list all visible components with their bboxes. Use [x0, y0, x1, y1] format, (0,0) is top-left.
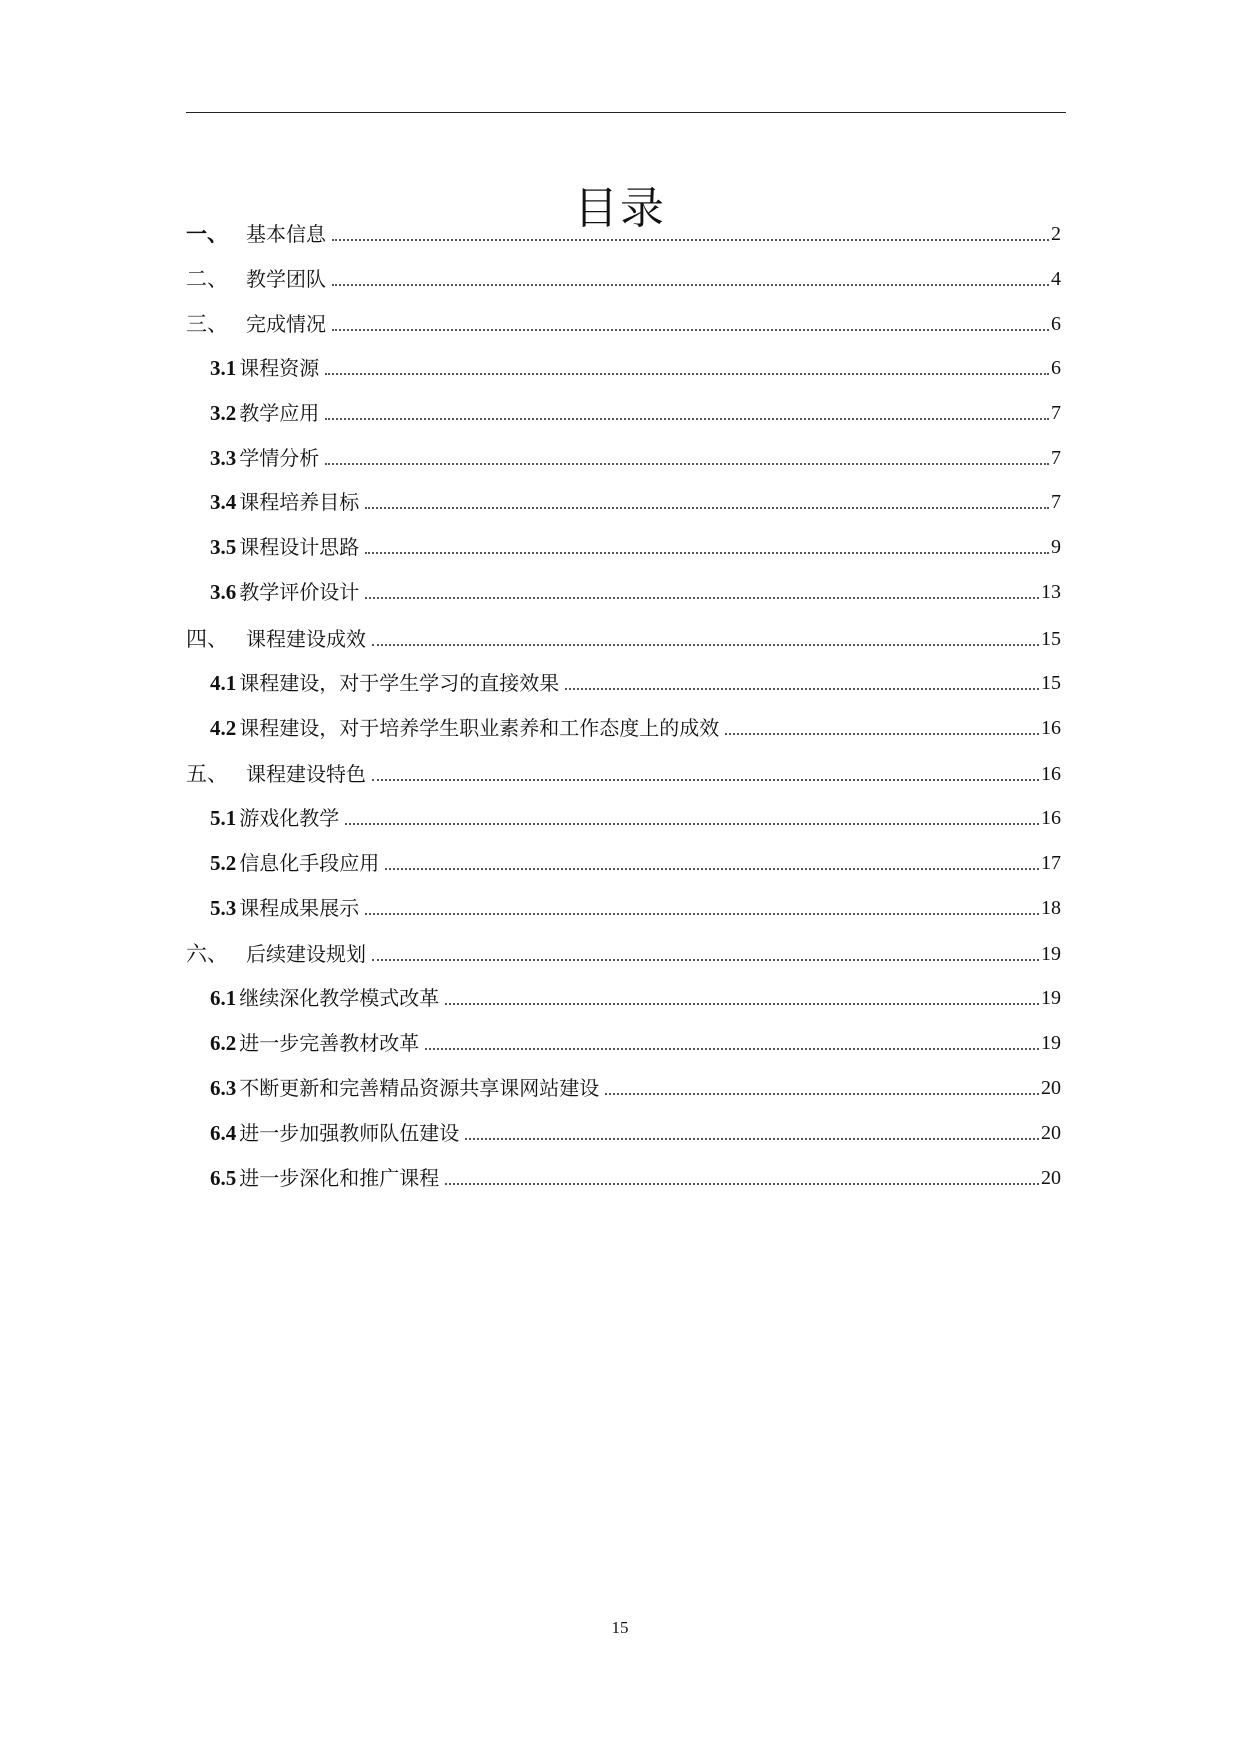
toc-entry-page: 15 — [1041, 628, 1061, 650]
dot-leader — [332, 329, 1049, 331]
toc-entry-page: 19 — [1041, 987, 1061, 1009]
header-rule — [186, 112, 1066, 113]
toc-subentry[interactable] — [186, 1072, 1061, 1102]
dot-leader — [325, 463, 1049, 465]
toc-subentry[interactable] — [186, 531, 1061, 561]
toc-entry-page: 19 — [1041, 1032, 1061, 1054]
toc-subentry[interactable] — [186, 1027, 1061, 1057]
toc-entry-label: 不断更新和完善精品资源共享课网站建设 — [239, 1076, 600, 1100]
toc-entry-label: 教学应用 — [239, 401, 320, 425]
toc-subentry[interactable] — [186, 847, 1061, 877]
toc-subentry[interactable] — [186, 892, 1061, 922]
toc-entry-label: 信息化手段应用 — [239, 851, 380, 875]
toc-entry-page: 7 — [1051, 491, 1061, 513]
toc-entry-page: 18 — [1041, 897, 1061, 919]
dot-leader — [325, 373, 1049, 375]
toc-subentry[interactable] — [186, 576, 1061, 606]
dot-leader — [365, 597, 1039, 599]
toc-entry-label: 课程建设成效 — [246, 627, 366, 651]
toc-subentry[interactable] — [186, 352, 1061, 382]
toc-entry-label: 进一步深化和推广课程 — [239, 1166, 440, 1190]
footer-page-number: 15 — [611, 1618, 629, 1637]
toc-entry-number: 二、 — [186, 267, 228, 291]
toc-entry-label: 进一步加强教师队伍建设 — [239, 1121, 460, 1145]
toc-entry-page: 2 — [1051, 223, 1061, 245]
toc-entry-number: 3.4 — [210, 490, 237, 514]
toc-entry-page: 4 — [1051, 268, 1061, 290]
dot-leader — [565, 688, 1039, 690]
toc-entry-number: 5.3 — [210, 896, 237, 920]
toc-entry[interactable] — [186, 263, 1061, 293]
dot-leader — [372, 959, 1039, 961]
toc-entry-number: 6.4 — [210, 1121, 237, 1145]
toc-subentry[interactable] — [186, 486, 1061, 516]
dot-leader — [365, 913, 1039, 915]
dot-leader — [465, 1138, 1039, 1140]
dot-leader — [332, 239, 1049, 241]
toc-subentry[interactable] — [186, 397, 1061, 427]
toc-entry-label: 教学团队 — [246, 267, 326, 291]
toc-entry-page: 16 — [1041, 807, 1061, 829]
dot-leader — [385, 868, 1039, 870]
dot-leader — [332, 284, 1049, 286]
toc-entry-label: 教学评价设计 — [239, 580, 360, 604]
toc-subentry[interactable] — [186, 1117, 1061, 1147]
toc-entry-number: 6.1 — [210, 986, 237, 1010]
toc-entry-page: 16 — [1041, 763, 1061, 785]
toc-entry-number: 3.6 — [210, 580, 237, 604]
toc-entry-number: 6.2 — [210, 1031, 237, 1055]
toc-entry-number: 6.5 — [210, 1166, 237, 1190]
dot-leader — [325, 418, 1049, 420]
dot-leader — [365, 507, 1049, 509]
toc-entry-label: 游戏化教学 — [239, 806, 340, 830]
toc-entry-label: 课程建设，对于学生学习的直接效果 — [239, 671, 560, 695]
toc-entry-label: 学情分析 — [239, 446, 320, 470]
toc-entry-number: 4.1 — [210, 671, 237, 695]
dot-leader — [445, 1183, 1039, 1185]
toc-subentry[interactable] — [186, 667, 1061, 697]
toc-entry-page: 19 — [1041, 943, 1061, 965]
dot-leader — [372, 644, 1039, 646]
page-title: 目录 — [574, 183, 666, 235]
toc-subentry[interactable] — [186, 802, 1061, 832]
dot-leader — [345, 823, 1039, 825]
toc-entry-label: 后续建设规划 — [246, 942, 366, 966]
toc-entry-number: 四、 — [186, 627, 228, 651]
toc-subentry[interactable] — [186, 442, 1061, 472]
toc-subentry[interactable] — [186, 712, 1061, 742]
dot-leader — [445, 1003, 1039, 1005]
toc-entry-number: 3.5 — [210, 535, 237, 559]
toc-entry-page: 6 — [1051, 313, 1061, 335]
toc-entry-label: 课程资源 — [239, 356, 320, 380]
toc-entry-label: 课程培养目标 — [239, 490, 360, 514]
toc-entry-page: 20 — [1041, 1122, 1061, 1144]
toc-entry-label: 课程设计思路 — [239, 535, 360, 559]
toc-entry-page: 17 — [1041, 852, 1061, 874]
toc-entry-page: 7 — [1051, 447, 1061, 469]
toc-entry-label: 课程建设特色 — [246, 762, 366, 786]
toc-entry-page: 20 — [1041, 1077, 1061, 1099]
toc-entry-page: 6 — [1051, 357, 1061, 379]
toc-entry-label: 完成情况 — [246, 312, 326, 336]
toc-entry-label: 课程成果展示 — [239, 896, 360, 920]
toc-entry-number: 6.3 — [210, 1076, 237, 1100]
dot-leader — [372, 779, 1039, 781]
toc-entry-page: 9 — [1051, 536, 1061, 558]
toc-entry-page: 7 — [1051, 402, 1061, 424]
toc-entry[interactable] — [186, 623, 1061, 653]
toc-entry-label: 进一步完善教材改革 — [239, 1031, 420, 1055]
toc-entry-number: 六、 — [186, 942, 228, 966]
toc-entry-page: 13 — [1041, 581, 1061, 603]
toc-entry[interactable] — [186, 758, 1061, 788]
toc-entry-number: 3.3 — [210, 446, 237, 470]
toc-entry-number: 一、 — [186, 222, 228, 246]
toc-entry-number: 5.2 — [210, 851, 237, 875]
toc-entry-number: 五、 — [186, 762, 228, 786]
toc-subentry[interactable] — [186, 1162, 1061, 1192]
toc-entry-label: 课程建设，对于培养学生职业素养和工作态度上的成效 — [239, 716, 720, 740]
dot-leader — [605, 1093, 1039, 1095]
toc-entry[interactable] — [186, 308, 1061, 338]
toc-entry-number: 5.1 — [210, 806, 237, 830]
toc-entry[interactable] — [186, 938, 1061, 968]
dot-leader — [425, 1048, 1039, 1050]
toc-entry-label: 继续深化教学模式改革 — [239, 986, 440, 1010]
toc-entry-label: 基本信息 — [246, 222, 326, 246]
toc-entry-number: 4.2 — [210, 716, 237, 740]
toc-entry[interactable] — [186, 218, 1061, 248]
toc-entry-number: 三、 — [186, 312, 228, 336]
toc-entry-number: 3.1 — [210, 356, 237, 380]
dot-leader — [365, 552, 1049, 554]
toc-entry-page: 16 — [1041, 717, 1061, 739]
toc-entry-page: 20 — [1041, 1167, 1061, 1189]
dot-leader — [725, 733, 1039, 735]
toc-entry-page: 15 — [1041, 672, 1061, 694]
toc-entry-number: 3.2 — [210, 401, 237, 425]
toc-subentry[interactable] — [186, 982, 1061, 1012]
